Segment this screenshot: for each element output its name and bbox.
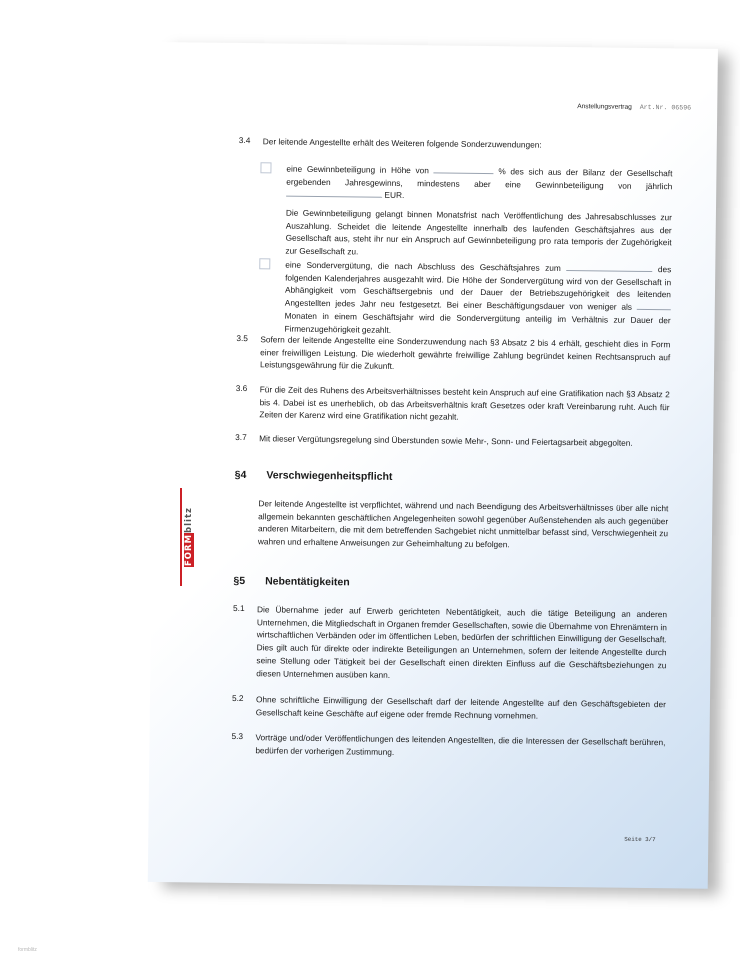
clause-number-5-1: 5.1 xyxy=(233,602,245,614)
clause-number-5-3: 5.3 xyxy=(231,730,244,742)
clause-5-3-text: Vorträge und/oder Veröffentlichungen des leitenden Angestellten, die die Interessen der Gesellschaft berühren, bedürfen der vorherigen Zustimmung. xyxy=(255,732,666,757)
clause-3-5-text: Sofern der leitende Angestellte eine Sonderzuwendung nach §3 Absatz 2 bis 4 erhält, geschieht dies in Form einer freiwilligen Leistung. Die wiederholt gewährte freiwillige Zahlung begründet keinen Rechtsanspruch auf Leistungsgewährung für die Zukunft. xyxy=(260,334,671,372)
section-4-text: Der leitende Angestellte ist verpflichtet, während und nach Beendigung des Arbeitsverhältnisses über alle nicht allgemein bekannten geschäftlichen Angelegenheiten sowohl gegenüber Außenstehenden als auch gegenüber anderen Mitarbeitern, die mit dem betreffenden Sachgebiet nicht unmittelbar befasst sind, Verschwiegenheit zu wahren und erhaltene Anweisungen zur Geheimhaltung zu befolgen. xyxy=(257,498,669,550)
section-4-number: §4 xyxy=(234,468,247,482)
section-5-title: Nebentätigkeiten xyxy=(265,575,350,589)
clause-3-7-text: Mit dieser Vergütungsregelung sind Überstunden sowie Mehr-, Sonn- und Feiertagsarbeit abgegolten. xyxy=(259,433,633,448)
logo-text-form: FORM xyxy=(184,533,194,566)
profit-percent-field[interactable] xyxy=(434,164,494,174)
bonus-option xyxy=(284,259,671,340)
clause-number-3-4: 3.4 xyxy=(238,134,251,146)
profit-share-option xyxy=(286,163,672,206)
section-4-heading xyxy=(235,469,393,483)
clause-number-3-7: 3.7 xyxy=(235,431,247,443)
bonus-line2b: Monaten in einem Geschäftsjahr wird die Sondervergütung anteilig im Verhältnis zur Dauer der Firmenzugehörigkeit gezahlt. xyxy=(284,310,671,335)
section-5-number: §5 xyxy=(233,574,246,588)
bonus-line1a: eine Sondervergütung, die nach Abschluss des Geschäftsjahres zum xyxy=(285,259,561,273)
document-page xyxy=(148,42,718,889)
bonus-line2: folgenden Kalenderjahres ausgezahlt wird. Die Höhe der Sondervergütung wird von der Gesellschaft in Abhängigkeit vom Geschäftsergebnis und der Dauer der Betriebszugehörigkeit des leitenden Angestellten jedes Jahr neu festgesetzt. Bei einer Beschäftigungsdauer von weniger als xyxy=(284,272,672,312)
section-5-heading xyxy=(233,575,349,588)
formblitz-logo xyxy=(180,488,202,586)
watermark: formblitz xyxy=(18,947,37,953)
bonus-months-field[interactable] xyxy=(637,301,671,310)
profit-minimum-field[interactable] xyxy=(286,188,382,198)
bonus-date-field[interactable] xyxy=(566,262,652,272)
profit-share-payment-text: Die Gewinnbeteiligung gelangt binnen Monatsfrist nach Veröffentlichung des Jahresabschlusses zur Auszahlung. Scheidet die leitende Angestellte innerhalb des laufenden Geschäftsjahres aus der Gesellschaft aus, steht ihr nur ein Anspruch auf Gewinnbeteiligung pro rata temporis der Zugehörigkeit zur Gesellschaft zu. xyxy=(285,207,672,257)
document-title: Anstellungsvertrag xyxy=(577,103,632,111)
profit-share-line1b: % des sich aus der Bilanz der Gesellschaft ergebenden xyxy=(286,166,673,187)
document-header xyxy=(577,103,691,111)
clause-3-6-text: Für die Zeit des Ruhens des Arbeitsverhältnisses besteht kein Anspruch auf eine Gratifikation nach §3 Absatz 2 bis 4. Dabei ist es unerheblich, ob das Arbeitsverhältnis kraft Gesetzes oder kraft Vereinbarung ruht. Auch für Zeiten der Karenz wird eine Gratifikation nicht gezahlt. xyxy=(259,384,670,423)
bonus-line1b: des xyxy=(657,264,672,275)
logo-text xyxy=(184,488,198,586)
logo-bar xyxy=(180,488,182,586)
clause-number-5-2: 5.2 xyxy=(231,692,244,704)
profit-share-line2a: Jahresgewinns, mindestens aber eine Gewinnbeteiligung von jährlich xyxy=(345,176,673,191)
article-number: Art.Nr. 06596 xyxy=(639,103,692,112)
clause-number-3-6: 3.6 xyxy=(235,382,248,394)
profit-share-line1a: eine Gewinnbeteiligung in Höhe von xyxy=(286,163,429,176)
profit-share-checkbox[interactable] xyxy=(260,162,271,173)
logo-text-blitz: blitz xyxy=(184,507,194,533)
profit-share-line2b: EUR. xyxy=(384,190,405,201)
clause-5-1-text: Die Übernahme jeder auf Erwerb gerichteten Nebentätigkeit, auch die tätige Beteiligung an anderen Unternehmen, die Mitgliedschaft in Organen fremder Gesellschaften, sowie die Übernahme von Ehrenämtern in wirtschaftlichen Verbänden oder im öffentlichen Leben, bedürfen der schriftlichen Einwilligung der Gesellschaft. Dies gilt auch für direkte oder indirekte Beteiligungen an Unternehmen, sofern der leitende Angestellte durch seine Stellung oder Tätigkeit bei der Gesellschaft einen direkten Einfluss auf die Geschäftsbeziehungen zu diesen Unternehmen ausüben kann. xyxy=(256,604,668,680)
clause-3-4-text: Der leitende Angestellte erhält des Weiteren folgende Sonderzuwendungen: xyxy=(262,136,542,150)
page-number: Seite 3/7 xyxy=(624,835,656,844)
clause-number-3-5: 3.5 xyxy=(236,332,248,344)
bonus-checkbox[interactable] xyxy=(259,258,270,269)
section-4-title: Verschwiegenheitspflicht xyxy=(266,469,393,483)
clause-5-2-text: Ohne schriftliche Einwilligung der Gesellschaft darf der leitende Angestellte auf den Geschäftsgebieten der Gesellschaft keine Geschäfte auf eigene oder fremde Rechnung vornehmen. xyxy=(255,694,667,721)
